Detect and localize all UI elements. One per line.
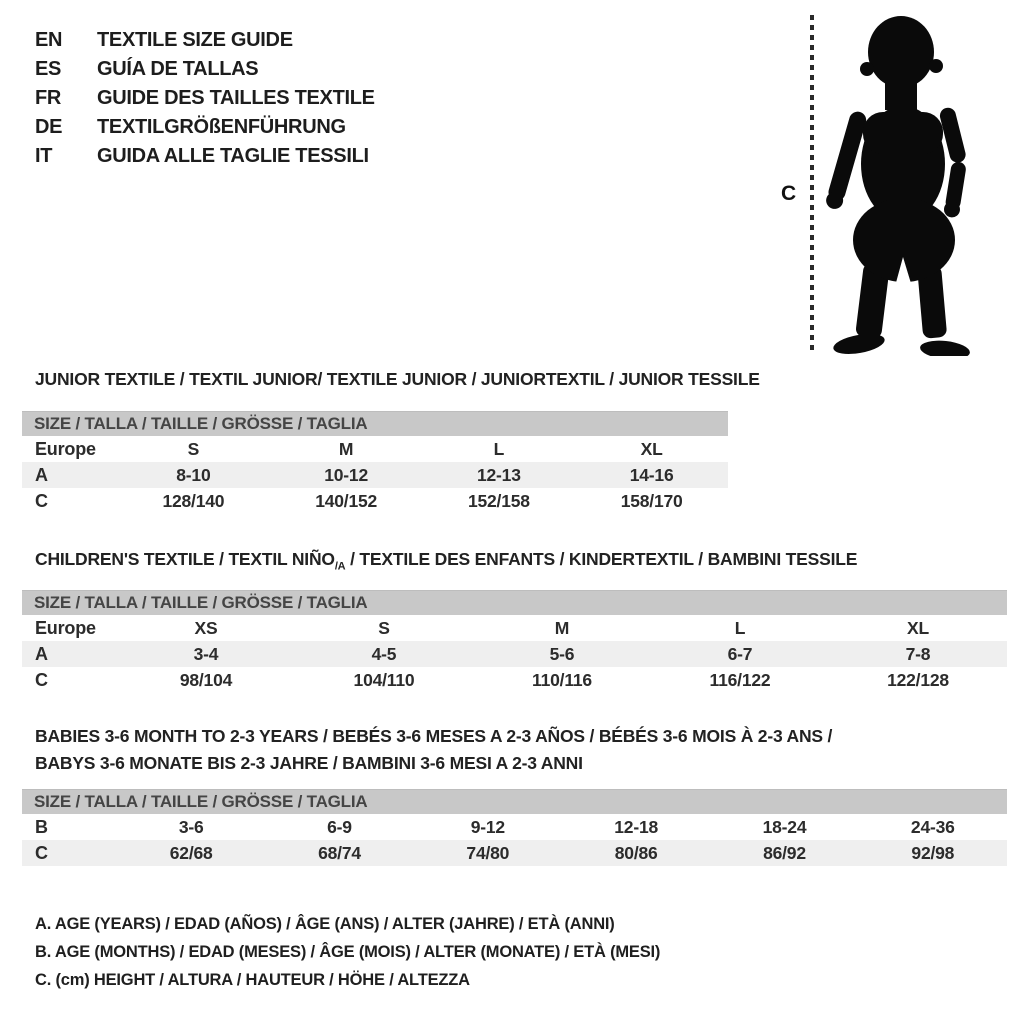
table-row-europe	[22, 436, 728, 462]
cell: 116/122	[709, 669, 771, 690]
section-title-junior: JUNIOR TEXTILE / TEXTIL JUNIOR/ TEXTILE JUNIOR / JUNIORTEXTIL / JUNIOR TESSILE	[35, 369, 760, 389]
language-title: GUIDE DES TAILLES TEXTILE	[97, 87, 375, 109]
language-row-en	[35, 26, 375, 55]
row-label: B	[35, 816, 48, 837]
row-label: Europe	[35, 617, 96, 638]
section-title-children-pre: CHILDREN'S TEXTILE / TEXTIL NIÑO	[35, 549, 335, 569]
cell: 62/68	[169, 842, 213, 863]
legend-line-b: B. AGE (MONTHS) / EDAD (MESES) / ÂGE (MOIS) / ALTER (MONATE) / ETÀ (MESI)	[35, 943, 661, 961]
section-title-babies-line2: BABYS 3-6 MONATE BIS 2-3 JAHRE / BAMBINI 3-6 MESI A 2-3 ANNI	[35, 753, 583, 773]
cell: 80/86	[614, 842, 658, 863]
cell: 86/92	[763, 842, 806, 863]
cell: 98/104	[179, 669, 233, 690]
table-header-children: SIZE / TALLA / TAILLE / GRÖSSE / TAGLIA	[22, 590, 1007, 615]
cell: 5-6	[549, 643, 575, 664]
cell: 3-4	[193, 643, 219, 664]
cell: S	[187, 438, 200, 459]
row-label: Europe	[35, 438, 96, 459]
cell: M	[338, 438, 354, 459]
language-code: IT	[35, 145, 53, 167]
size-table-children	[22, 590, 1007, 693]
cell: 6-9	[327, 816, 352, 837]
language-title: TEXTILGRÖßENFÜHRUNG	[97, 116, 346, 138]
cell: M	[554, 617, 570, 638]
cell: 9-12	[470, 816, 505, 837]
language-code: EN	[35, 29, 63, 51]
table-header-babies: SIZE / TALLA / TAILLE / GRÖSSE / TAGLIA	[22, 789, 1007, 814]
cell: 24-36	[910, 816, 955, 837]
cell: 74/80	[466, 842, 510, 863]
toddler-silhouette-icon	[815, 14, 975, 356]
row-label: C	[35, 842, 48, 863]
language-code: FR	[35, 87, 62, 109]
table-row-europe	[22, 615, 1007, 641]
cell: 10-12	[324, 464, 368, 485]
cell: 12-13	[476, 464, 521, 485]
section-title-babies-line1: BABIES 3-6 MONTH TO 2-3 YEARS / BEBÉS 3-6 MESES A 2-3 AÑOS / BÉBÉS 3-6 MOIS À 2-3 ANS /	[35, 726, 833, 746]
cell: 158/170	[620, 490, 683, 511]
cell: XS	[194, 617, 218, 638]
table-row-height	[22, 488, 728, 514]
row-label: C	[35, 490, 48, 511]
language-title: GUÍA DE TALLAS	[97, 58, 259, 80]
section-title-children	[35, 549, 857, 573]
table-row-height	[22, 667, 1007, 693]
legend-line-c: C. (cm) HEIGHT / ALTURA / HAUTEUR / HÖHE / ALTEZZA	[35, 971, 470, 989]
cell: 92/98	[911, 842, 955, 863]
height-measure-label: C	[781, 182, 797, 205]
table-row-age	[22, 641, 1007, 667]
cell: 140/152	[315, 490, 378, 511]
cell: L	[734, 617, 746, 638]
cell: 18-24	[762, 816, 807, 837]
table-row-age-months	[22, 814, 1007, 840]
language-row-de	[35, 113, 375, 142]
cell: S	[378, 617, 390, 638]
language-row-it	[35, 142, 375, 171]
section-title-children-sub: /A	[334, 560, 346, 573]
cell: 8-10	[176, 464, 211, 485]
height-dotted-line	[810, 15, 814, 355]
cell: 12-18	[614, 816, 659, 837]
cell: 3-6	[178, 816, 204, 837]
measurement-legend	[35, 915, 660, 999]
cell: 128/140	[162, 490, 225, 511]
cell: L	[493, 438, 505, 459]
row-label: A	[35, 464, 48, 485]
cell: XL	[640, 438, 663, 459]
cell: 104/110	[353, 669, 415, 690]
cell: 152/158	[467, 490, 530, 511]
language-title: GUIDA ALLE TAGLIE TESSILI	[97, 145, 369, 167]
cell: 6-7	[727, 643, 753, 664]
cell: 14-16	[629, 464, 674, 485]
language-code: DE	[35, 116, 63, 138]
size-table-junior	[22, 411, 728, 514]
cell: 122/128	[887, 669, 949, 690]
language-title: TEXTILE SIZE GUIDE	[97, 29, 293, 51]
table-header-junior: SIZE / TALLA / TAILLE / GRÖSSE / TAGLIA	[22, 411, 728, 436]
language-list	[35, 26, 375, 171]
size-table-babies	[22, 789, 1007, 866]
row-label: A	[35, 643, 48, 664]
language-code: ES	[35, 58, 62, 80]
language-row-fr	[35, 84, 375, 113]
cell: 7-8	[905, 643, 931, 664]
legend-line-a: A. AGE (YEARS) / EDAD (AÑOS) / ÂGE (ANS) / ALTER (JAHRE) / ETÀ (ANNI)	[35, 915, 615, 933]
row-label: C	[35, 669, 48, 690]
table-row-height	[22, 840, 1007, 866]
cell: 68/74	[318, 842, 361, 863]
table-row-age	[22, 462, 728, 488]
cell: 4-5	[371, 643, 397, 664]
cell: 110/116	[532, 669, 592, 690]
section-title-children-post: / TEXTILE DES ENFANTS / KINDERTEXTIL / BAMBINI TESSILE	[345, 549, 858, 569]
language-row-es	[35, 55, 375, 84]
cell: XL	[907, 617, 929, 638]
